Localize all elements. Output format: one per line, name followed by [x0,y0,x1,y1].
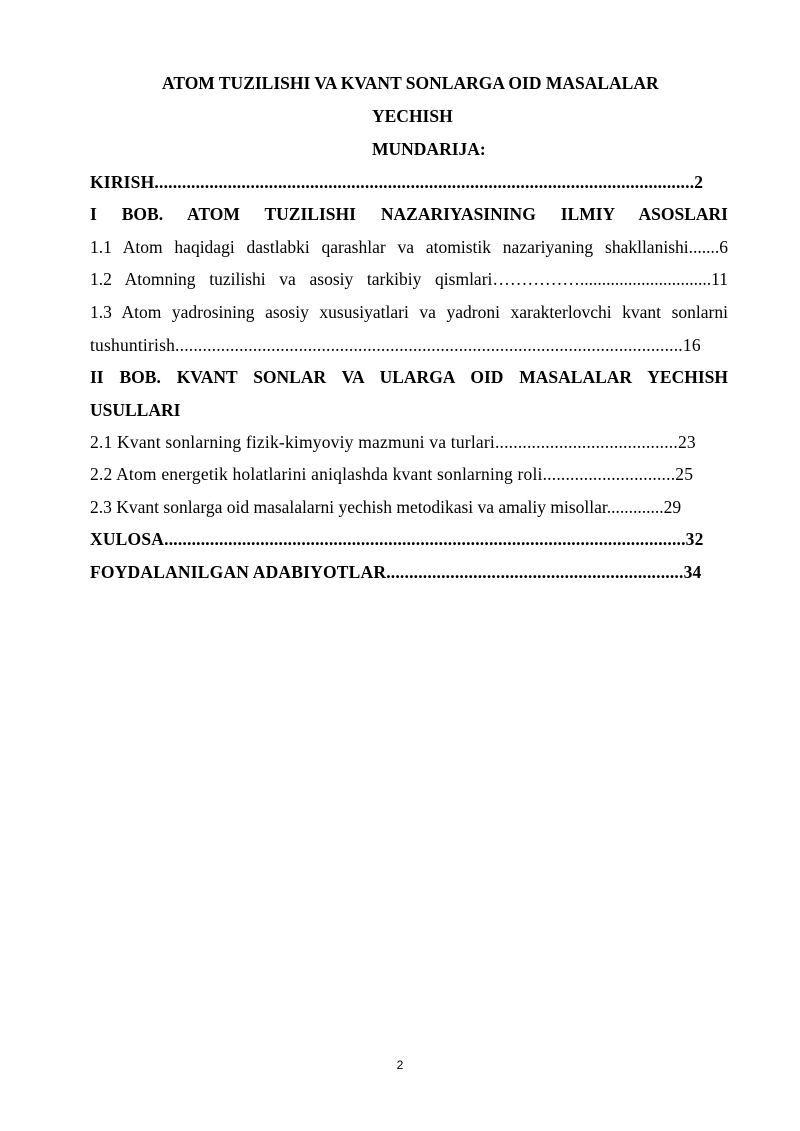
toc-entry-2-1: 2.1 Kvant sonlarning fizik-kimyoviy mazmuni va turlari........................................23 [90,432,696,452]
toc-entry-2-2: 2.2 Atom energetik holatlarini aniqlashda kvant sonlarning roli.............................25 [90,464,694,484]
document-title-line-2: YECHISH [372,106,453,126]
page-number: 2 [396,1058,404,1072]
toc-entry-2-3: 2.3 Kvant sonlarga oid masalalarni yechish metodikasi va amaliy misollar.............29 [90,497,682,517]
document-title-line-1: ATOM TUZILISHI VA KVANT SONLARGA OID MASALALAR [162,73,659,93]
toc-entry-1-3-continued: tushuntirish...............................................................................................................16 [90,335,701,355]
toc-entry-chapter-2-continued: USULLARI [90,400,181,420]
toc-entry-references: FOYDALANILGAN ADABIYOTLAR.................................................................34 [90,562,702,582]
toc-entry-kirish: KIRISH......................................................................................................................2 [90,172,704,192]
toc-entry-1-3: 1.3 Atom yadrosining asosiy xususiyatlari va yadroni xarakterlovchi kvant sonlarni [90,302,728,322]
toc-entry-xulosa: XULOSA..................................................................................................................32 [90,529,704,549]
toc-entry-chapter-1: I BOB. ATOM TUZILISHI NAZARIYASINING ILMIY ASOSLARI [90,204,728,224]
toc-entry-chapter-2: II BOB. KVANT SONLAR VA ULARGA OID MASALALAR YECHISH [90,367,728,387]
toc-entry-1-2: 1.2 Atomning tuzilishi va asosiy tarkibiy qismlari……………..............................11 [90,269,728,289]
toc-entry-1-1: 1.1 Atom haqidagi dastlabki qarashlar va atomistik nazariyaning shakllanishi.......6 [90,237,728,257]
contents-heading: MUNDARIJA: [372,139,486,159]
